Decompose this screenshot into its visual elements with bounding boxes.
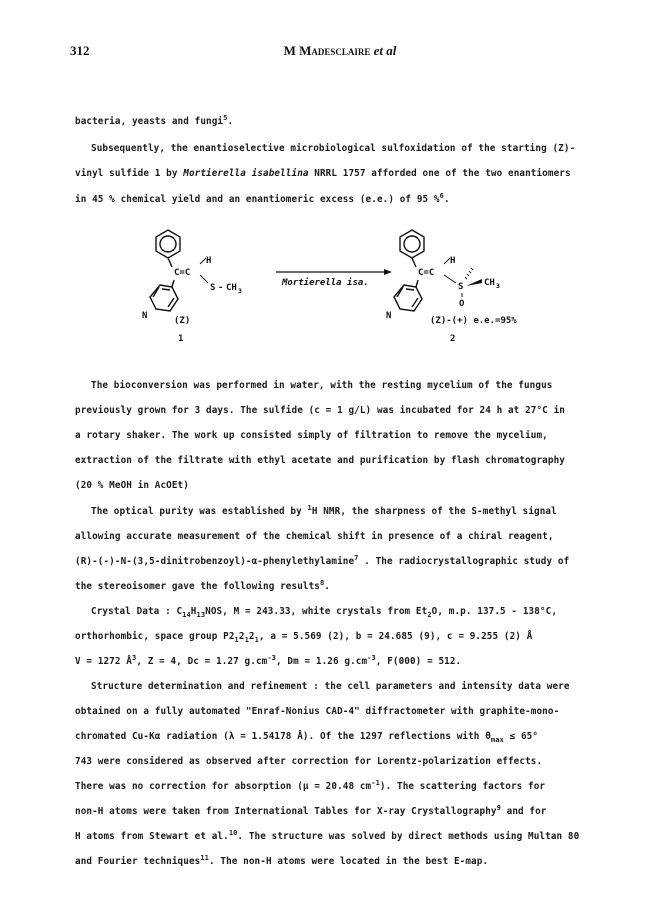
pyridine-ring-right xyxy=(394,280,422,311)
text-line: in 45 % chemical yield and an enantiomeric excess (e.e.) of 95 %$^6$. xyxy=(75,191,450,205)
right-ch-label: CH xyxy=(484,278,495,288)
text-line: Subsequently, the enantioselective microbiological sulfoxidation of the starting (Z)- xyxy=(91,143,576,154)
left-cc-label: C=C xyxy=(174,268,191,278)
page-number: 312 xyxy=(70,43,90,58)
running-title-etal: et al xyxy=(373,43,397,58)
right-o-label: O xyxy=(459,299,465,309)
text-line: previously grown for 3 days. The sulfide (c = 1 g/L) was incubated for 24 h at 27°C in xyxy=(75,405,565,416)
text-line: Structure determination and refinement : the cell parameters and intensity data were xyxy=(91,681,570,692)
hashed-bond xyxy=(465,268,473,279)
text-line: (20 % MeOH in AcOEt) xyxy=(75,480,189,491)
compound-1-number: 1 xyxy=(178,334,184,344)
running-title xyxy=(70,43,610,59)
text-line: obtained on a fully automated "Enraf-Nonius CAD-4" diffractometer with graphite-mono- xyxy=(75,706,560,717)
compound-2-number: 2 xyxy=(450,334,456,344)
right-ch-sub: 3 xyxy=(496,282,500,290)
running-title-author: M Madesclaire xyxy=(283,43,371,58)
text-line: The optical purity was established by $^1$H NMR, the sharpness of the S-methyl signal xyxy=(91,503,557,517)
text-line: allowing accurate measurement of the chemical shift in presence of a chiral reagent, xyxy=(75,531,554,542)
left-stereo-label: (Z) xyxy=(174,316,191,326)
text-line: chromated Cu-Kα radiation (λ = 1.54178 Å). Of the 1297 reflections with $\theta_{max} \le 65^\circ$ xyxy=(75,731,539,744)
right-cc-label: C=C xyxy=(418,268,435,278)
page-header xyxy=(70,43,610,63)
text-line: non-H atoms were taken from International Tables for X-ray Crystallography$^9$ and for xyxy=(75,803,547,817)
phenyl-ring-right xyxy=(400,230,424,267)
organism-name: Mortierella isabellina xyxy=(183,168,309,179)
text-line: (R)-(-)-N-(3,5-dinitrobenzoyl)-α-phenylethylamine$^7$ . The radiocrystallographic study of xyxy=(75,553,570,567)
pyridine-ring-left xyxy=(150,280,178,311)
text-line: the stereoisomer gave the following results$^8$. xyxy=(75,578,331,592)
right-n-label: N xyxy=(386,311,392,321)
text-line: bacteria, yeasts and fungi$^5$. xyxy=(75,113,234,127)
text-line: H atoms from Stewart et al.$^{10}$. The structure was solved by direct methods using Multan 80 xyxy=(75,828,580,842)
text-line: There was no correction for absorption (μ = 20.48 $cm^{-1}$). The scattering factors for xyxy=(75,778,546,792)
right-stereo-label: (Z)-(+) e.e.=95% xyxy=(430,316,517,326)
reaction-arrow xyxy=(276,269,392,275)
wedge-bond xyxy=(466,279,482,286)
left-s-label: S xyxy=(210,283,216,293)
text-line: Crystal Data : $C_{14}H_{13}NOS$, M = 243.33, white crystals from $Et_2O$, m.p. 137.5 - 138°C, xyxy=(91,606,558,619)
left-dash: - xyxy=(218,283,224,293)
left-n-label: N xyxy=(142,311,148,321)
text-line: 743 were considered as observed after correction for Lorentz-polarization effects. xyxy=(75,756,543,767)
right-s-label: S xyxy=(458,282,464,292)
text-line: vinyl sulfide 1 by Mortierella isabellina NRRL 1757 afforded one of the two enantiomers xyxy=(75,168,571,179)
left-h-label: H xyxy=(206,256,212,266)
phenyl-ring-left xyxy=(156,230,180,267)
reagent-label: Mortierella isa. xyxy=(282,278,369,288)
right-h-label: H xyxy=(450,256,456,266)
text-line: extraction of the filtrate with ethyl acetate and purification by flash chromatography xyxy=(75,455,565,466)
text-line: The bioconversion was performed in water, with the resting mycelium of the fungus xyxy=(91,380,553,391)
reaction-scheme xyxy=(128,225,548,350)
text-line: a rotary shaker. The work up consisted simply of filtration to remove the mycelium, xyxy=(75,430,548,441)
text-line: and Fourier techniques$^{11}$. The non-H atoms were located in the best E-map. xyxy=(75,853,489,867)
left-ch-label: CH xyxy=(226,283,237,293)
text-line: orthorhombic, space group $P2_12_12_1$, a = 5.569 (2), b = 24.685 (9), c = 9.255 (2) Å xyxy=(75,631,533,644)
text-line: V = 1272 $Å^3$, Z = 4, Dc = 1.27 $g.cm^{-3}$, Dm = 1.26 $g.cm^{-3}$, F(000) = 512. xyxy=(75,653,462,667)
left-ch-sub: 3 xyxy=(238,287,242,295)
